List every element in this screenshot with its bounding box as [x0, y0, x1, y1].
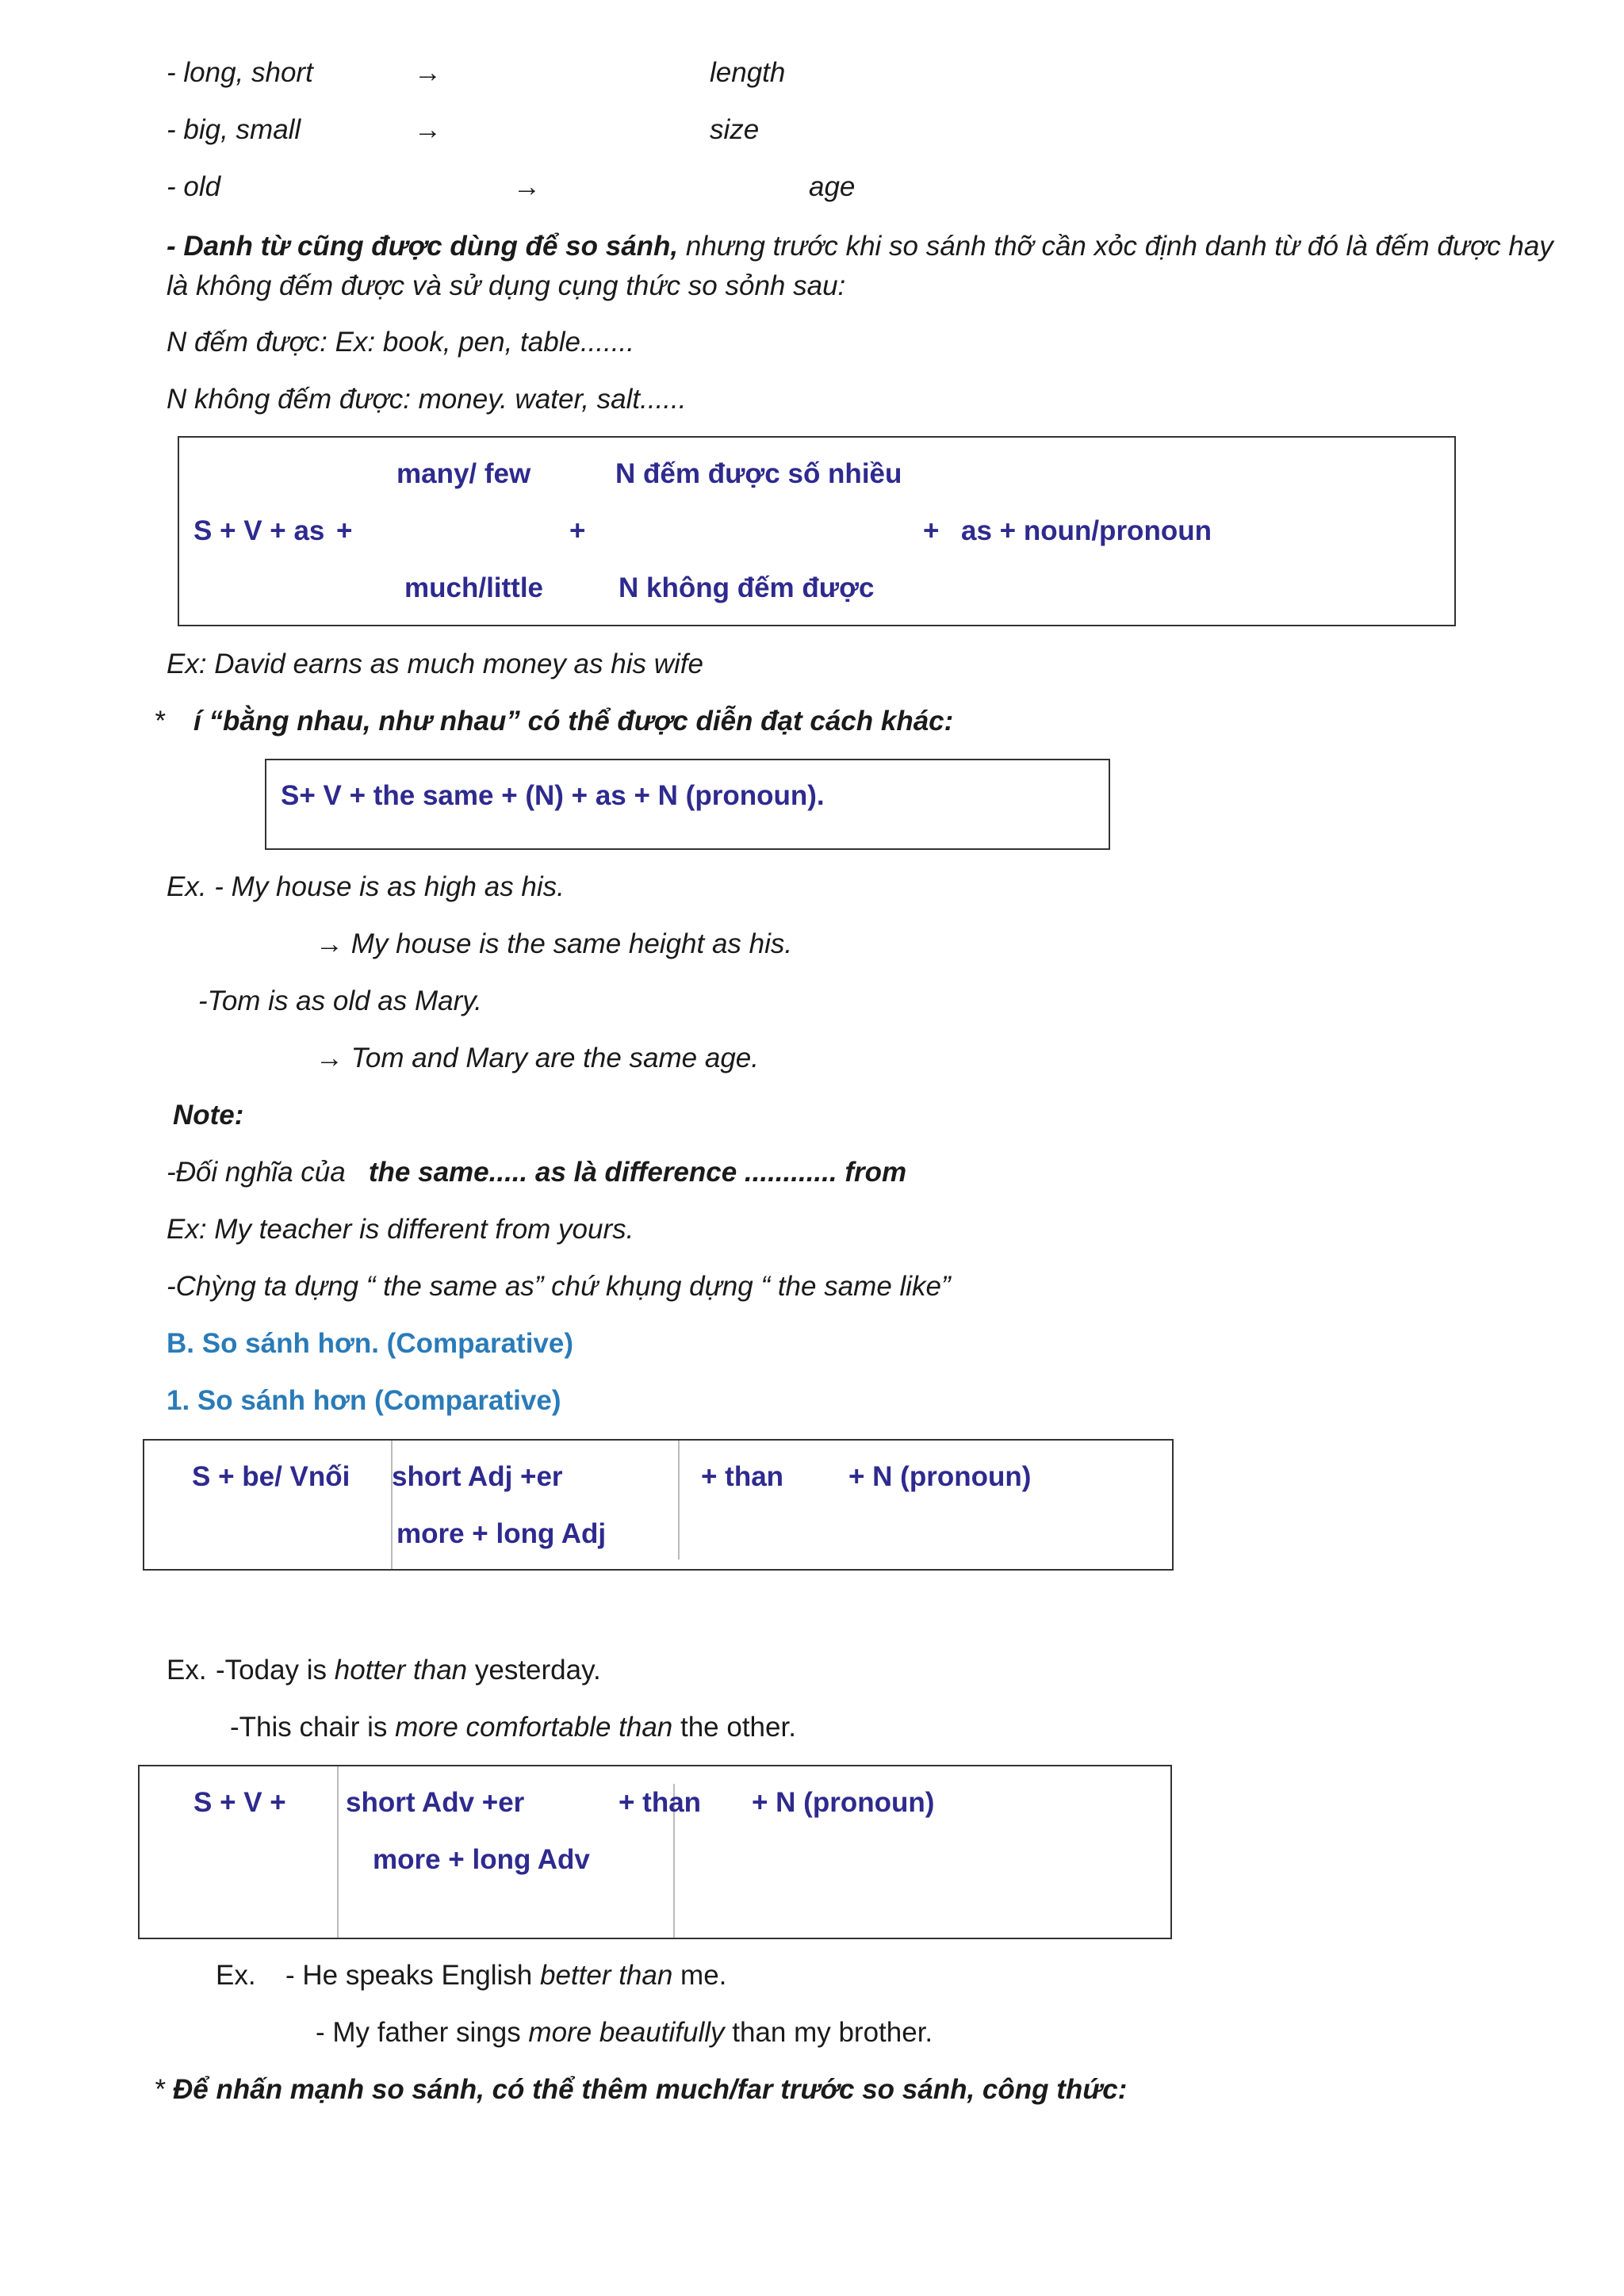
adj-pair-long-short: - long, short: [167, 57, 313, 88]
formula-subject-be: S + be/ Vnối: [192, 1461, 350, 1492]
formula-plus: +: [569, 515, 586, 546]
formula-plus: +: [336, 515, 353, 546]
example-today-hotter: [216, 1653, 601, 1688]
adj-pair-big-small: - big, small: [167, 114, 301, 145]
formula-than: + than: [701, 1461, 784, 1492]
adj-old: - old: [167, 171, 221, 202]
example-text: yesterday.: [467, 1655, 601, 1686]
note-same-as-not-like: -Chỳng ta dựng “ the same as” chứ khụng dựng “ the same like”: [167, 1271, 951, 1302]
formula-n-pronoun: + N (pronoun): [752, 1787, 935, 1818]
formula-much-little: much/little: [404, 572, 544, 603]
formula-many-few: many/ few: [396, 458, 531, 489]
example-text: than my brother.: [724, 2017, 933, 2048]
example-speaks-better: [285, 1958, 726, 1993]
formula-box-comparative-adj: [143, 1439, 1174, 1571]
formula-long-adj: more + long Adj: [396, 1518, 607, 1549]
example-comparative: hotter than: [334, 1655, 468, 1686]
table-divider: [337, 1766, 339, 1938]
arrow-icon: →: [513, 171, 541, 202]
formula-short-adj: short Adj +er: [392, 1461, 563, 1492]
example-text: -This chair is: [230, 1712, 396, 1743]
example-david: Ex: David earns as much money as his wife: [167, 649, 703, 679]
formula-as-noun-pronoun: as + noun/pronoun: [961, 515, 1212, 546]
arrow-icon: →: [414, 114, 442, 145]
uncountable-noun-line: N không đếm được: money. water, salt......: [167, 384, 687, 415]
noun-compare-paragraph: [167, 227, 1554, 306]
formula-than: + than: [619, 1787, 702, 1818]
formula-short-adv: short Adv +er: [346, 1787, 525, 1818]
example-tom-as-old: -Tom is as old as Mary.: [198, 985, 482, 1016]
example-text: -Today is: [216, 1655, 335, 1686]
bullet-star: *: [154, 706, 165, 737]
example-label: Ex.: [216, 1960, 256, 1991]
example-chair-comfortable: [230, 1710, 796, 1745]
table-divider: [678, 1441, 680, 1559]
noun-compare-lead: - Danh từ cũng được dùng để so sánh,: [167, 231, 679, 262]
noun-compare-rest: nhưng trước khi so sánh thỡ cần xỏc định danh từ đó là đếm được hay là không đếm được và sử dụng cụng thức so sỏnh sau:: [167, 231, 1553, 301]
subsection-heading-comparative: 1. So sánh hơn (Comparative): [167, 1385, 561, 1416]
section-heading-comparative: B. So sánh hơn. (Comparative): [167, 1328, 574, 1359]
formula-plus: +: [923, 515, 940, 546]
formula-subject-verb: S + V +: [193, 1787, 286, 1818]
note-opposite-prefix: -Đối nghĩa của: [167, 1157, 346, 1188]
note-opposite-line: [167, 1155, 906, 1190]
emphasis-text: Để nhấn mạnh so sánh, có thể thêm much/far trước so sánh, công thức:: [173, 2074, 1128, 2105]
example-text: - He speaks English: [285, 1960, 540, 1991]
example-comparative: more comfortable than: [395, 1712, 673, 1743]
example-label: Ex.: [167, 1655, 207, 1686]
countable-noun-line: N đếm được: Ex: book, pen, table.......: [167, 327, 635, 358]
example-house-same-height: → My house is the same height as his.: [316, 928, 793, 959]
bullet-star: *: [154, 2074, 165, 2105]
arrow-icon: →: [414, 57, 442, 88]
noun-age: age: [809, 171, 856, 202]
note-opposite-formula: the same..... as là difference ............ from: [368, 1157, 907, 1188]
noun-length: length: [710, 57, 786, 88]
example-house-as-high: Ex. - My house is as high as his.: [167, 871, 565, 902]
formula-long-adv: more + long Adv: [373, 1844, 590, 1875]
same-intro-text: í “bằng nhau, như nhau” có thể được diễn đạt cách khác:: [193, 706, 954, 737]
formula-uncountable: N không đếm được: [619, 572, 875, 603]
formula-the-same: S+ V + the same + (N) + as + N (pronoun).: [281, 780, 825, 811]
formula-subject-verb-as: S + V + as: [193, 515, 325, 546]
noun-size: size: [710, 114, 760, 145]
example-text: - My father sings: [316, 2017, 529, 2048]
example-tom-same-age: → Tom and Mary are the same age.: [316, 1043, 759, 1073]
note-title: Note:: [173, 1100, 244, 1131]
formula-n-pronoun: + N (pronoun): [848, 1461, 1032, 1492]
example-comparative: better than: [539, 1960, 673, 1991]
example-text: the other.: [672, 1712, 796, 1743]
example-text: me.: [672, 1960, 727, 1991]
example-sings-beautifully: [316, 2015, 933, 2050]
note-example-teacher: Ex: My teacher is different from yours.: [167, 1214, 634, 1245]
example-comparative: more beautifully: [528, 2017, 725, 2048]
formula-countable-plural: N đếm được số nhiều: [615, 458, 902, 489]
